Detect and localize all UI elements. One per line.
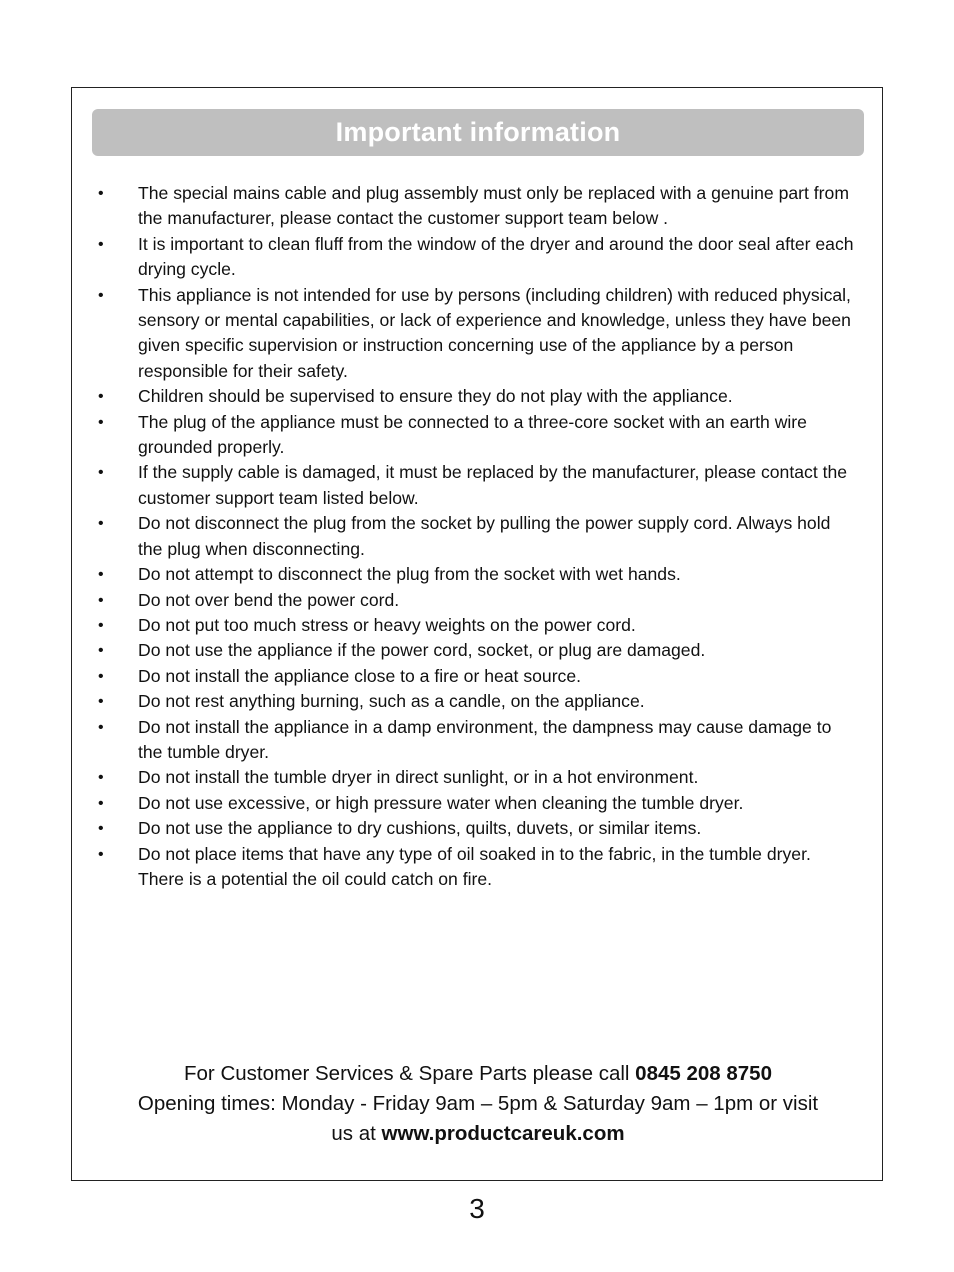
bullet-item xyxy=(98,791,858,816)
bullet-text: This appliance is not intended for use by persons (including children) with reduced physical, sensory or mental capabilities, or lack of experience and knowledge, unless they have been given specific supervision or instruction concerning use of the appliance by a person responsible for their safety. xyxy=(138,284,851,381)
bullet-icon: • xyxy=(98,413,104,431)
bullet-text: Do not use excessive, or high pressure water when cleaning the tumble dryer. xyxy=(138,792,744,813)
bullet-icon: • xyxy=(98,616,104,634)
bullet-icon: • xyxy=(98,515,104,533)
bullet-item xyxy=(98,715,858,766)
contact-line-website xyxy=(82,1119,874,1149)
bullet-item xyxy=(98,410,858,461)
bullet-text: Do not attempt to disconnect the plug from the socket with wet hands. xyxy=(138,564,681,585)
bullet-item xyxy=(98,689,858,714)
bullet-icon: • xyxy=(98,591,104,609)
bullet-item xyxy=(98,562,858,587)
bullet-item xyxy=(98,588,858,613)
bullet-item xyxy=(98,638,858,663)
contact-phone-prefix: For Customer Services & Spare Parts please call xyxy=(184,1062,636,1085)
bullet-text: If the supply cable is damaged, it must be replaced by the manufacturer, please contact the customer support team listed below. xyxy=(138,462,848,508)
bullet-item xyxy=(98,460,858,511)
bullet-item xyxy=(98,232,858,283)
bullet-icon: • xyxy=(98,820,104,838)
contact-line-phone xyxy=(82,1059,874,1089)
page-number: 3 xyxy=(469,1193,485,1224)
bullet-text: Do not install the appliance in a damp environment, the dampness may cause damage to the tumble dryer. xyxy=(138,716,832,762)
safety-bullet-list xyxy=(98,181,858,892)
bullet-text: Do not rest anything burning, such as a candle, on the appliance. xyxy=(138,691,645,712)
bullet-item xyxy=(98,511,858,562)
bullet-item xyxy=(98,765,858,790)
bullet-text: The plug of the appliance must be connected to a three-core socket with an earth wire grounded properly. xyxy=(138,411,807,458)
bullet-text: Children should be supervised to ensure they do not play with the appliance. xyxy=(138,386,733,407)
section-banner xyxy=(92,109,864,156)
bullet-text: Do not install the appliance close to a fire or heat source. xyxy=(138,665,582,686)
bullet-item xyxy=(98,181,858,232)
bullet-icon: • xyxy=(98,235,104,253)
bullet-item xyxy=(98,613,858,638)
bullet-text: Do not use the appliance if the power cord, socket, or plug are damaged. xyxy=(138,640,706,661)
contact-website-prefix: us at xyxy=(331,1122,382,1145)
bullet-icon: • xyxy=(98,794,104,812)
bullet-text: Do not disconnect the plug from the socket by pulling the power supply cord. Always hold the plug when disconnecting. xyxy=(138,513,831,559)
bullet-item xyxy=(98,816,858,841)
section-title: Important information xyxy=(335,117,621,147)
bullet-item xyxy=(98,384,858,409)
bullet-icon: • xyxy=(98,845,104,863)
page-frame xyxy=(71,87,883,1181)
bullet-text: Do not use the appliance to dry cushions, quilts, duvets, or similar items. xyxy=(138,818,702,839)
bullet-icon: • xyxy=(98,286,104,304)
bullet-item xyxy=(98,842,858,893)
bullet-icon: • xyxy=(98,769,104,787)
bullet-icon: • xyxy=(98,718,104,736)
bullet-icon: • xyxy=(98,667,104,685)
bullet-text: Do not install the tumble dryer in direct sunlight, or in a hot environment. xyxy=(138,767,699,788)
bullet-text: It is important to clean fluff from the window of the dryer and around the door seal after each drying cycle. xyxy=(138,233,854,280)
bullet-icon: • xyxy=(98,388,104,406)
bullet-item xyxy=(98,283,858,385)
phone-number: 0845 208 8750 xyxy=(635,1062,772,1085)
opening-times: Opening times: Monday - Friday 9am – 5pm & Saturday 9am – 1pm or visit xyxy=(137,1092,819,1115)
website-link[interactable]: www.productcareuk.com xyxy=(381,1122,625,1145)
bullet-icon: • xyxy=(98,693,104,711)
bullet-icon: • xyxy=(98,464,104,482)
bullet-icon: • xyxy=(98,566,104,584)
bullet-text: Do not over bend the power cord. xyxy=(138,589,400,610)
customer-service-info xyxy=(82,1059,874,1149)
bullet-icon: • xyxy=(98,642,104,660)
bullet-icon: • xyxy=(98,185,104,202)
bullet-text: The special mains cable and plug assembly must only be replaced with a genuine part from the manufacturer, please contact the customer support team below . xyxy=(138,183,849,229)
bullet-text: Do not put too much stress or heavy weights on the power cord. xyxy=(138,614,636,635)
bullet-text: Do not place items that have any type of oil soaked in to the fabric, in the tumble dryer. There is a potential the oil could catch on fire. xyxy=(138,843,811,889)
bullet-item xyxy=(98,664,858,689)
